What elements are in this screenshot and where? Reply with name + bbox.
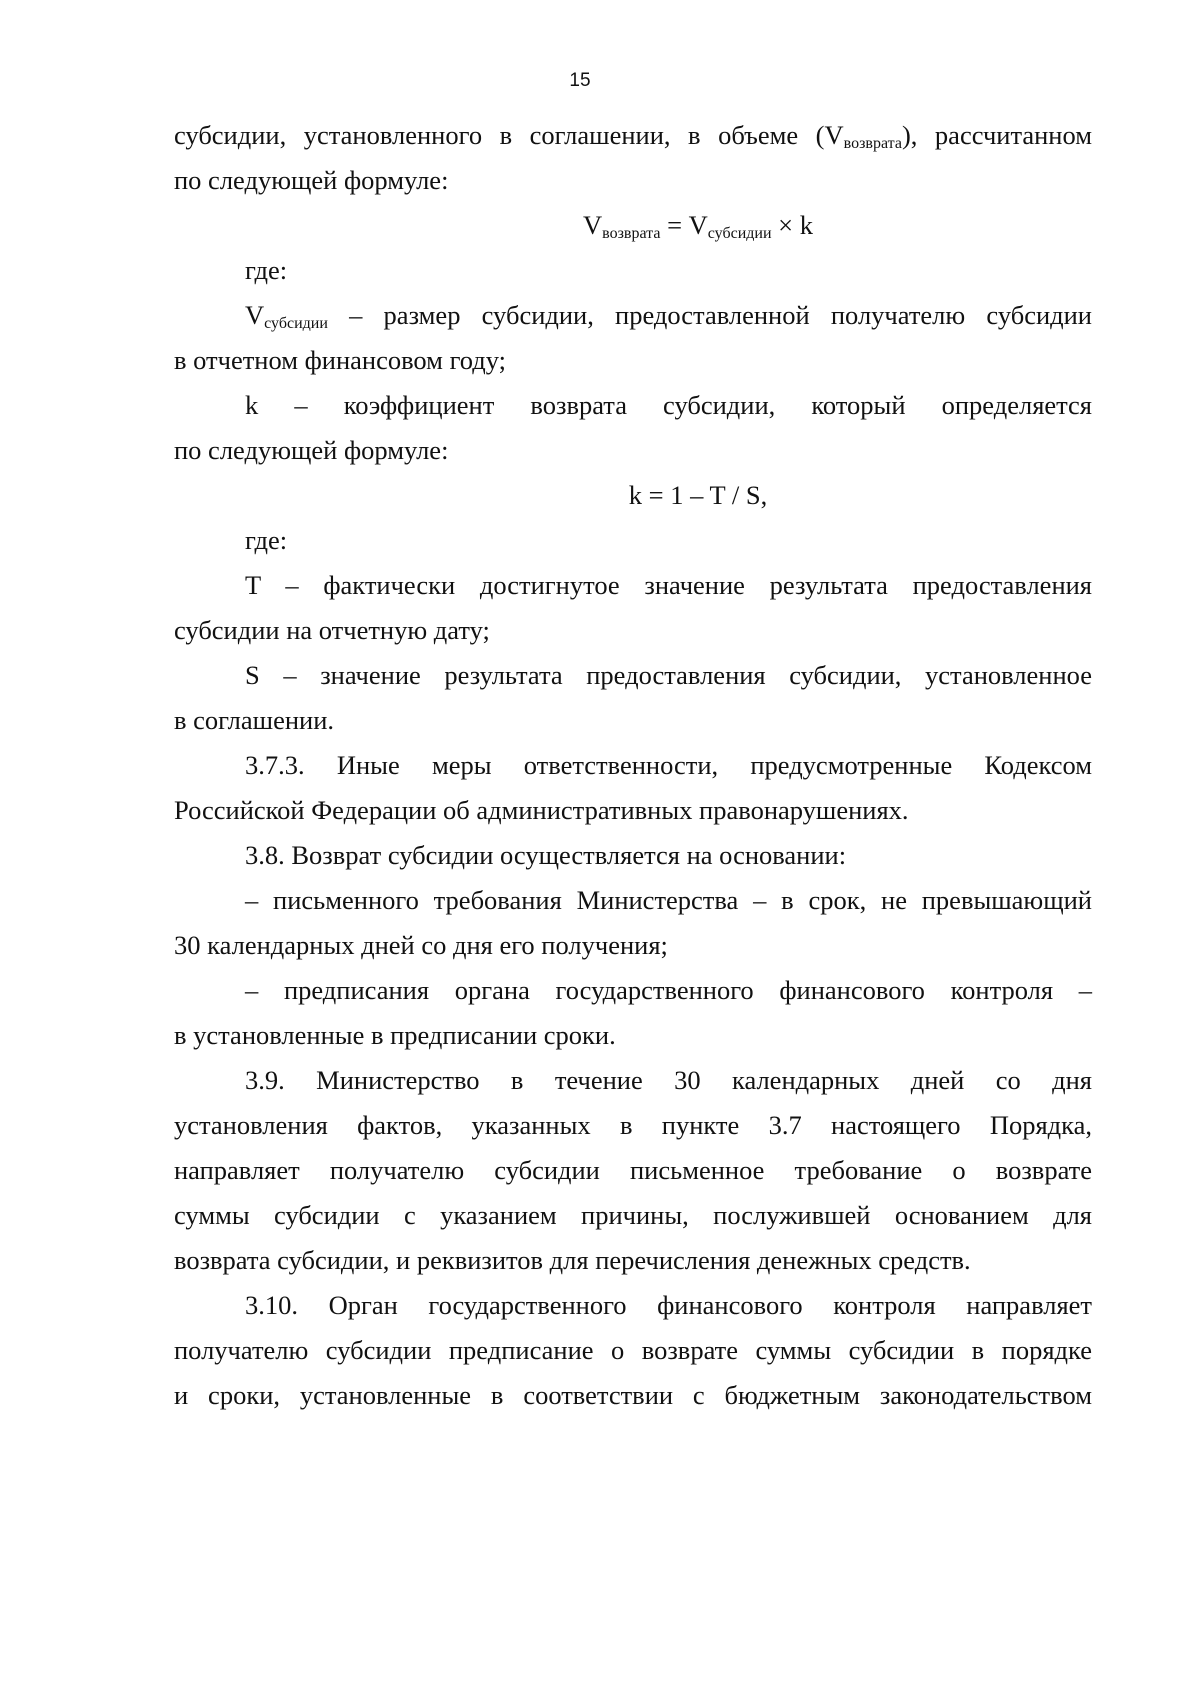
text-line: получателю субсидии предписание о возврате суммы субсидии в порядке xyxy=(174,1335,1092,1365)
text-line: 3.10. Орган государственного финансового контроля направляет xyxy=(245,1290,1092,1320)
text-line: и сроки, установленные в соответствии с бюджетным законодательством xyxy=(174,1380,1092,1410)
text-line: где: xyxy=(245,525,288,555)
text-line: установления фактов, указанных в пункте 3.7 настоящего Порядка, xyxy=(174,1110,1092,1140)
text-line: суммы субсидии с указанием причины, послужившей основанием для xyxy=(174,1200,1092,1230)
text-line: T – фактически достигнутое значение результата предоставления xyxy=(245,570,1092,600)
text-line: в отчетном финансовом году; xyxy=(174,345,507,375)
text-line: где: xyxy=(245,255,288,285)
text-line: 3.7.3. Иные меры ответственности, предусмотренные Кодексом xyxy=(245,750,1092,780)
formula-k: k = 1 – T / S, xyxy=(628,480,768,510)
text-line: Российской Федерации об административных правонарушениях. xyxy=(174,795,909,825)
text-line: по следующей формуле: xyxy=(174,165,449,195)
text-line: S – значение результата предоставления субсидии, установленное xyxy=(245,660,1092,690)
text-line: в соглашении. xyxy=(174,705,334,735)
text-line: в установленные в предписании сроки. xyxy=(174,1020,616,1050)
text-line: – предписания органа государственного финансового контроля – xyxy=(245,975,1092,1005)
text-line: k – коэффициент возврата субсидии, который определяется xyxy=(245,390,1092,420)
text-line: по следующей формуле: xyxy=(174,435,449,465)
text-line: направляет получателю субсидии письменное требование о возврате xyxy=(174,1155,1092,1185)
text-line: субсидии, установленного в соглашении, в объеме $(V_{возврата})$, рассчитанном xyxy=(174,120,1092,152)
formula-v-return: $V_{возврата} = V_{субсидии} \times k$ xyxy=(583,210,813,242)
page-number: 15 xyxy=(569,70,591,91)
text-line: возврата субсидии, и реквизитов для перечисления денежных средств. xyxy=(174,1245,971,1275)
text-line: 30 календарных дней со дня его получения; xyxy=(174,930,668,960)
text-line: 3.9. Министерство в течение 30 календарных дней со дня xyxy=(245,1065,1092,1095)
text-line: 3.8. Возврат субсидии осуществляется на основании: xyxy=(245,840,847,870)
text-line: – письменного требования Министерства – в срок, не превышающий xyxy=(245,885,1092,915)
text-line: $V_{субсидии}$ – размер субсидии, предоставленной получателю субсидии xyxy=(245,300,1092,332)
text-line: субсидии на отчетную дату; xyxy=(174,615,490,645)
